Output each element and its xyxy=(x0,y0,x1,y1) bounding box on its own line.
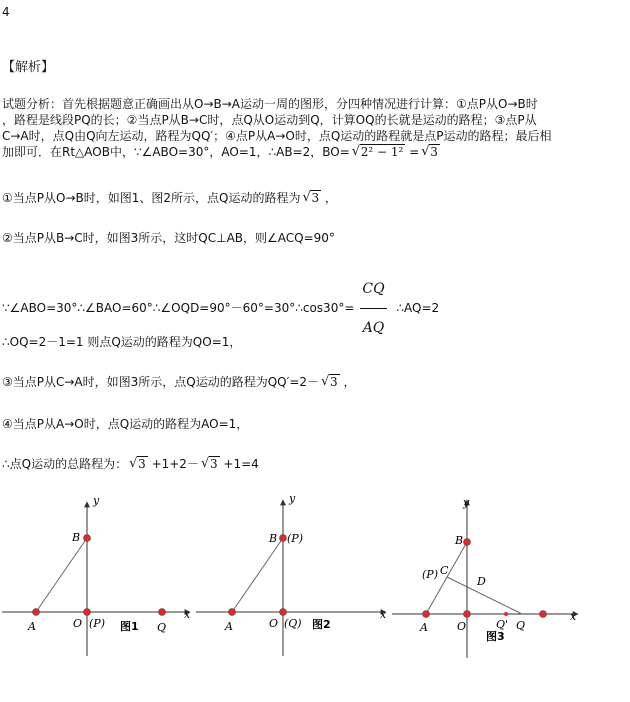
point-o xyxy=(464,611,471,618)
label-y: y xyxy=(463,496,470,509)
point-q xyxy=(159,609,166,616)
point-o xyxy=(84,609,91,616)
label-a: A xyxy=(420,621,428,634)
analysis-line-4 xyxy=(2,144,440,160)
segment-ab xyxy=(232,538,283,612)
analysis-line-2: ，路程是线段PQ的长；②当点P从B→C时，点Q从O运动到Q，计算OQ的长就是运动的路程；③点P从 xyxy=(2,113,537,127)
figure-3 xyxy=(392,496,578,658)
label-p: (P) xyxy=(422,568,438,581)
step-7-text: ∴点Q运动的总路程为： xyxy=(2,457,128,471)
figure-2 xyxy=(196,492,387,656)
caption-fig3: 图3 xyxy=(486,630,505,643)
caption-fig1: 图1 xyxy=(120,620,139,633)
point-q xyxy=(540,611,547,618)
step-7-result: +1=4 xyxy=(223,457,259,471)
sqrt-three: √ 3 xyxy=(129,456,146,471)
point-b xyxy=(280,535,287,542)
point-o xyxy=(280,609,287,616)
label-p: (P) xyxy=(89,617,105,630)
label-y: y xyxy=(289,492,296,505)
label-c: C xyxy=(440,564,449,577)
equals-sign: = xyxy=(409,145,420,159)
sqrt-three: √ 3 xyxy=(421,144,438,159)
problem-number: 4 xyxy=(2,5,10,19)
step-1 xyxy=(2,190,337,206)
label-b: B xyxy=(269,532,278,545)
section-title: 【解析】 xyxy=(2,60,55,75)
point-a xyxy=(229,609,236,616)
label-x: x xyxy=(380,608,387,621)
label-a: A xyxy=(28,620,36,633)
step-2: ②当点P从B→C时，如图3所示，这时QC⊥AB，则∠ACQ=90° xyxy=(2,231,335,245)
step-5 xyxy=(2,374,356,390)
step-7 xyxy=(2,456,259,472)
label-q: (Q) xyxy=(284,617,302,630)
sqrt-three: √ 3 xyxy=(200,456,218,471)
step-4: ∴OQ=2－1=1 则点Q运动的路程为QO=1， xyxy=(2,335,242,349)
label-d: D xyxy=(477,575,486,588)
analysis-line-3: C→A时，点Q由Q向左运动，路程为QQ′；④点P从A→O时，点Q运动的路程就是点P运动的路程；最后相 xyxy=(2,129,552,143)
segment-ab xyxy=(36,538,87,612)
step-5-text: ③当点P从C→A时，如图3所示，点Q运动的路程为QQ′=2－ xyxy=(2,375,320,389)
point-a xyxy=(33,609,40,616)
label-b: B xyxy=(72,531,81,544)
step-5-end: ， xyxy=(343,375,356,389)
label-q-prime: Q' xyxy=(496,618,509,631)
label-a: A xyxy=(225,620,233,633)
step-1-text: ①当点P从O→B时，如图1、图2所示，点Q运动的路程为 xyxy=(2,191,301,205)
figures xyxy=(0,490,630,692)
step-3-text: ∵∠ABO=30°∴∠BAO=60°∴∠OQD=90°－60°=30°∴cos30°= xyxy=(2,301,355,315)
label-o: O xyxy=(457,620,467,633)
point-q-prime xyxy=(504,612,508,616)
label-o: O xyxy=(73,617,83,630)
label-p: (P) xyxy=(287,532,303,545)
label-q: Q xyxy=(516,619,526,632)
fraction-cq-aq: $\frac{CQ}{AQ}$ xyxy=(360,270,386,347)
sqrt-three: √ 3 xyxy=(321,374,338,389)
analysis-line-1: 试题分析：首先根据题意正确画出从O→B→A运动一周的图形，分四种情况进行计算：①点P从O→B时 xyxy=(2,97,538,111)
label-x: x xyxy=(184,608,191,621)
caption-fig2: 图2 xyxy=(312,618,331,631)
label-b: B xyxy=(455,534,464,547)
figure-1 xyxy=(2,494,191,656)
label-q: Q xyxy=(157,621,167,634)
sqrt-three: √ 3 xyxy=(302,190,320,205)
analysis-line-4-text: 加即可．在Rt△AOB中，∵∠ABO=30°，AO=1，∴AB=2，BO= xyxy=(2,145,350,159)
step-6: ④当点P从A→O时，点Q运动的路程为AO=1， xyxy=(2,417,249,431)
step-7-mid: +1+2－ xyxy=(151,457,199,471)
label-y: y xyxy=(93,494,100,507)
point-b xyxy=(84,535,91,542)
point-b xyxy=(464,539,471,546)
step-1-end: ， xyxy=(324,191,337,205)
step-3-result: ∴AQ=2 xyxy=(396,301,440,315)
label-x: x xyxy=(570,610,577,623)
sqrt-expression: √ 2² − 1² xyxy=(351,144,404,159)
label-o: O xyxy=(269,617,279,630)
point-a xyxy=(423,611,430,618)
